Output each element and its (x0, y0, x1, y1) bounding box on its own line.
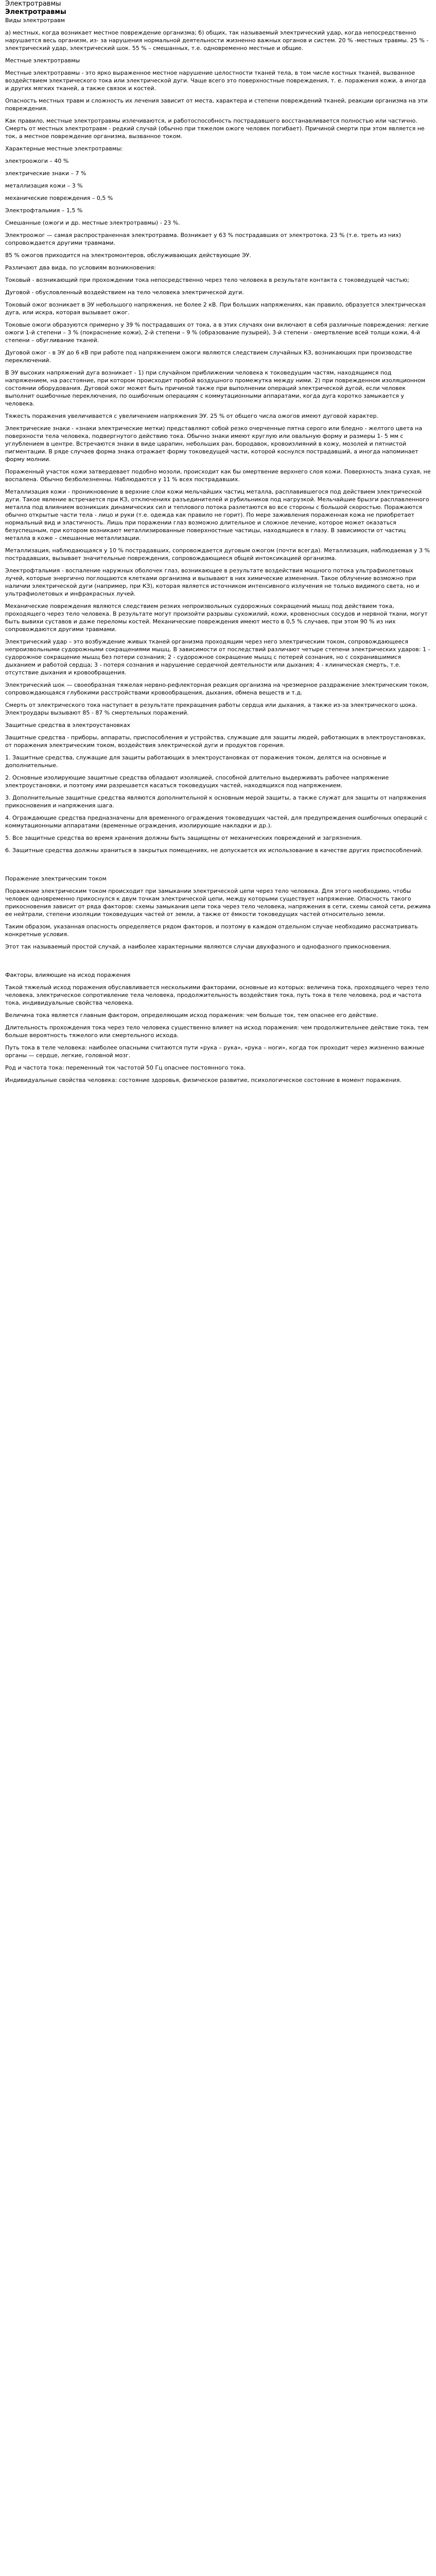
paragraph: а) местных, когда возникает местное повреждение организма; б) общих, так называемый электрический удар, когда непосредственно нарушается весь организм, из- за нарушения нормальной деятельности жизненно важных органов и систем. 20 % -местных травмы. 25 % - электрический удар, электрический шок. 55 % – смешанных, т.е. одновременно местные и общие. (5, 29, 430, 52)
paragraph: Местные электротравмы (5, 57, 80, 64)
document-body-3 (5, 984, 431, 1084)
paragraph: Различают два вида, по условиям возникновения: (5, 264, 156, 271)
paragraph: Как правило, местные электротравмы излечиваются, и работоспособность пострадавшего восстанавливается полностью или частично. Смерть от местных электротравм - редкий случай (обычно при тяжелом ожоге человек погибает). Причиной смерти при этом является не ток, а местное повреждение организма, вызванное током. (5, 117, 427, 140)
section-heading-2: Факторы, влияющие на исход поражения (5, 972, 131, 978)
paragraph: Такой тяжелый исход поражения обуславливается несколькими факторами, основные из которых: величина тока, проходящего через тело человека, электрическое сопротивление тела человека, продолжительность воздействия тока, путь тока в теле человека, род и частота тока, индивидуальные свойства человека. (5, 984, 431, 1006)
paragraph: Металлизация, наблюдающаяся у 10 % пострадавших, сопровождается дуговым ожогом (почти всегда). Металлизация, наблюдаемая у 3 % пострадавших, вызывает значительные повреждения, сопровождающиеся общей интоксикацией организма. (5, 547, 432, 562)
paragraph: 5. Все защитные средства во время хранения должны быть защищены от механических повреждений и загрязнения. (5, 835, 362, 841)
document-body (5, 16, 431, 854)
document-title: Электротравмы (5, 0, 61, 8)
paragraph: В ЭУ высоких напряжений дуга возникает - 1) при случайном приближении человека к токоведущим частям, находящимся под напряжением, на расстояние, при котором происходит пробой воздушного промежутка между ними. 2) при поврежденном изоляционном состоянии оборудования. Дуговой ожог может быть причиной также при выполнении операций электрической дугой, если человек выполнит ошибочные переключения, по ошибочным операциям с коммутационными аппаратами, когда дуга коротко замыкается у человека. (5, 369, 427, 407)
paragraph: Токовые ожоги образуются примерно у 39 % пострадавших от тока, а в этих случаях они включают в себя различные повреждения: легкие ожоги 1-й степени – 3 % (покраснение кожи), 2-й степени – 9 % (образование пузырей), 3-й степени - омертвление всей толщи кожи, 4-й степени – обугливание тканей. (5, 321, 430, 344)
paragraph: Защитные средства - приборы, аппараты, приспособления и устройства, служащие для защиты людей, работающих в электроустановках, от поражения электрическим током, воздействия электрической дуги и продуктов горения. (5, 734, 428, 749)
paragraph: Виды электротравм (5, 17, 65, 24)
paragraph: Механические повреждения являются следствием резких непроизвольных судорожных сокращений мышц под действием тока, проходящего через тело человека. В результате могут произойти разрывы сухожилий, кожи, кровеносных сосудов и нервной ткани, могут быть вывихи суставов и даже переломы костей. Механические повреждения имеют место в 0,5 % случаев, при этом 90 % из них сопровождаются другими травмами. (5, 603, 430, 633)
paragraph: Электрические знаки - «знаки электрические метки) представляют собой резко очерченные пятна серого или бледно - желтого цвета на поверхности тела человека, подвергнутого действию тока. Обычно знаки имеют круглую или овальную форму и размеры 1- 5 мм с углублением в центре. Встречаются знаки в виде царапин, небольших ран, бородавок, кровоизлияний в кожу, мозолей и пятнистой пигментации. В ряде случаев форма знака отражает форму токоведущей части, которой коснулся пострадавший, а иногда напоминает форму молнии. (5, 425, 424, 463)
paragraph: Смешанные (ожоги и др. местные электротравмы) - 23 %. (5, 219, 180, 226)
paragraph: Электрофтальмия - воспаление наружных оболочек глаз, возникающее в результате воздействия мощного потока ультрафиолетовых лучей, которые энергично поглощаются клетками организма и вызывают в них химические изменения. Такое облучение возможно при наличии электрической дуги (например, при КЗ), которая является источником интенсивного излучения не только видимого света, но и ультрафиолетовых и инфракрасных лучей. (5, 567, 422, 597)
paragraph: Род и частота тока: переменный ток частотой 50 Гц опаснее постоянного тока. (5, 1064, 246, 1071)
paragraph: Электрофтальмия – 1,5 % (5, 207, 83, 214)
document-subtitle: Электротравмы (5, 8, 66, 16)
paragraph: Токовый - возникающий при прохождении тока непосредственно через тело человека в результате контакта с токоведущей частью; (5, 277, 409, 283)
paragraph: Индивидуальные свойства человека: состояние здоровья, физическое развитие, психологическое состояние в момент поражения. (5, 1077, 402, 1083)
paragraph: механические повреждения – 0,5 % (5, 195, 113, 201)
paragraph: Электроожог — самая распространенная электротравма. Возникает у 63 % пострадавших от электротока. 23 % (т.е. треть из них) сопровождается другими травмами. (5, 232, 403, 246)
paragraph: металлизация кожи – 3 % (5, 182, 83, 189)
section-heading: Поражение электрическим током (5, 875, 107, 882)
paragraph: 2. Основные изолирующие защитные средства обладают изоляцией, способной длительно выдерживать рабочее напряжение электроустановки, и поэтому ими разрешается касаться токоведущих частей, находящихся под напряжением. (5, 774, 391, 789)
paragraph: Дуговой ожог - в ЭУ до 6 кВ при работе под напряжением ожоги являются следствием случайных КЗ, возникающих при производстве переключений. (5, 349, 414, 364)
paragraph: 6. Защитные средства должны храниться в закрытых помещениях, не допускается их использование в качестве других приспособлений. (5, 847, 423, 854)
paragraph: Тяжесть поражения увеличивается с увеличением напряжения ЭУ. 25 % от общего числа ожогов имеют дуговой характер. (5, 413, 378, 419)
document (0, 0, 436, 1084)
paragraph: Токовый ожог возникает в ЭУ небольшого напряжения, не более 2 кВ. При больших напряжениях, как правило, образуется электрическая дуга, или искра, которая вызывает ожог. (5, 301, 428, 316)
paragraph: 1. Защитные средства, служащие для защиты работающих в электроустановках от поражения током, делятся на основные и дополнительные. (5, 754, 388, 769)
paragraph: Смерть от электрического тока наступает в результате прекращения работы сердца или дыхания, а также из-за электрического шока. Электроудары вызывают 85 - 87 % смертельных поражений. (5, 702, 419, 716)
paragraph: 3. Дополнительные защитные средства являются дополнительной к основным мерой защиты, а также служат для защиты от напряжения прикосновения и напряжения шага. (5, 794, 428, 809)
paragraph: Электрический удар – это возбуждение живых тканей организма проходящим через него электрическим током, сопровождающееся непроизвольными судорожными сокращениями мышц. В зависимости от последствий различают четыре степени электрических ударов: 1 - судорожное сокращение мышц без потери сознания; 2 - судорожное сокращение мышц с потерей сознания, но с сохранившимися дыханием и работой сердца; 3 - потеря сознания и нарушение сердечной деятельности или дыхания; 4 - клиническая смерть, т.е. отсутствие дыхания и кровообращения. (5, 638, 432, 676)
paragraph: Опасность местных травм и сложность их лечения зависит от места, характера и степени повреждений тканей, реакции организма на эти повреждения. (5, 97, 430, 112)
paragraph: Длительность прохождения тока через тело человека существенно влияет на исход поражения: чем продолжительнее действие тока, тем больше вероятность тяжелого или смертельного исхода. (5, 1024, 430, 1039)
paragraph: Защитные средства в электроустановках (5, 722, 131, 728)
paragraph: Металлизация кожи - проникновение в верхние слои кожи мельчайших частиц металла, расплавившегося под действием электрической дуги. Такое явление встречается при КЗ, отключениях разъединителей и рубильников под нагрузкой. Мельчайшие брызги расплавленного металла под влиянием возникших динамических сил и теплового потока разлетаются во все стороны с большой скоростью. Поражаются обычно открытые части тела - лицо и руки (т.е. одежда как правило не горит). По мере заживления пораженная кожа не приобретает нормальный вид и эластичность. Лишь при поражении глаз возможно длительное и сложное лечение, которое может оказаться безуспешным, при котором возникают металлизированные поверхностные частицы, находящиеся в глазу. В зависимости от частиц металла в коже – смешанные металлизации. (5, 488, 431, 541)
paragraph: Таким образом, указанная опасность определяется рядом факторов, и поэтому в каждом отдельном случае необходимо рассматривать конкретные условия. (5, 923, 420, 938)
document-body-2 (5, 887, 431, 951)
paragraph: Характерные местные электротравмы: (5, 145, 123, 152)
paragraph: Пораженный участок кожи затвердевает подобно мозоли, происходит как бы омертвение верхнего слоя кожи. Поверхность знака сухая, не воспалена. Обычно безболезненны. Наблюдаются у 11 % всех пострадавших. (5, 468, 433, 483)
paragraph: Путь тока в теле человека: наиболее опасными считаются пути «рука – рука», «рука – ноги», когда ток проходит через жизненно важные органы — сердце, легкие, головной мозг. (5, 1044, 426, 1059)
paragraph: Этот так называемый простой случай, а наиболее характерными являются случаи двухфазного и однофазного прикосновения. (5, 943, 391, 950)
paragraph: электрические знаки – 7 % (5, 170, 86, 177)
paragraph: Электрический шок — своеобразная тяжелая нервно-рефлекторная реакция организма на чрезмерное раздражение электрическим током, сопровождающаяся глубокими расстройствами кровообращения, дыхания, обмена веществ и т.д. (5, 682, 431, 696)
paragraph: Поражение электрическим током происходит при замыкании электрической цепи через тело человека. Для этого необходимо, чтобы человек одновременно прикоснулся к двум точкам электрической цепи, между которыми существует напряжение. Опасность такого прикосновения зависит от ряда факторов: схемы замыкания цепи тока через тело человека, напряжения в сети, схемы самой сети, режима ее нейтрали, степени изоляции токоведущих частей от земли, а также от ёмкости токоведущих частей относительно земли. (5, 888, 433, 918)
paragraph: Величина тока является главным фактором, определяющим исход поражения: чем больше ток, тем опаснее его действие. (5, 1012, 378, 1019)
paragraph: электроожоги – 40 % (5, 158, 69, 164)
paragraph: 4. Ограждающие средства предназначены для временного ограждения токоведущих частей, для предупреждения ошибочных операций с коммутационными аппаратами (временные ограждения, изолирующие накладки и др.). (5, 815, 429, 829)
paragraph: Дуговой - обусловленный воздействием на тело человека электрической дуги. (5, 289, 244, 296)
paragraph: 85 % ожогов приходится на электромонтеров, обслуживающих действующие ЭУ. (5, 252, 251, 259)
paragraph: Местные электротравмы - это ярко выраженное местное нарушение целостности тканей тела, в том числе костных тканей, вызванное воздействием электрического тока или электрической дуги. Чаще всего это поверхностные повреждения, т. е. поражения кожи, а иногда и других мягких тканей, а также связок и костей. (5, 70, 428, 92)
